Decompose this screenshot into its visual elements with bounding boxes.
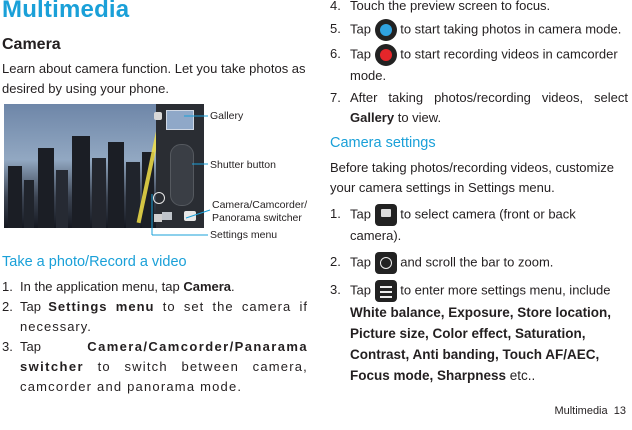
take-photo-steps [2,277,308,397]
footer-section: Multimedia [554,405,608,417]
list-item: 1. Tap to select camera (front or back camera). [330,206,576,243]
list-item: 3. Tap Camera/Camcorder/Panarama switcher to switch between camera, camcorder and panorama mode. [2,339,308,394]
zoom-icon [375,252,397,274]
page-footer [554,405,626,417]
callout-shutter: Shutter button [210,159,276,171]
camera-intro: Learn about camera function. Let you take photos as desired by using your phone. [2,61,306,96]
callout-lines [150,104,220,244]
camera-shutter-icon [375,19,397,41]
list-item: 2. Tap Settings menu to set the camera if necessary. [2,299,308,334]
settings-intro: Before taking photos/recording videos, customize your camera settings in Settings menu. [330,160,614,195]
switch-camera-icon [375,204,397,226]
page-title: Multimedia [2,0,130,23]
subheading-take-photo: Take a photo/Record a video [2,254,187,270]
page-number: 13 [613,405,626,417]
list-item: 3. Tap to enter more settings menu, include White balance, Exposure, Store location, Picture size, Color effect, Saturation, Contrast, Anti banding, Touch AF/AEC, Focus mode, Sharpness etc.. [330,282,612,383]
list-item: 7. After taking photos/recording videos, select Gallery to view. [330,90,628,125]
list-item: 5. Tap to start taking photos in camera mode. [330,19,628,41]
section-heading-camera: Camera [2,36,61,53]
list-item: 1. In the application menu, tap Camera. [2,279,235,294]
right-steps [330,0,628,128]
subheading-camera-settings: Camera settings [330,135,436,151]
settings-sliders-icon [375,280,397,302]
list-item: 4. Touch the preview screen to focus. [330,0,551,13]
list-item: 6. Tap to start recording videos in camcorder mode. [330,46,618,83]
settings-steps [330,204,630,386]
record-icon [375,44,397,66]
callout-settings: Settings menu [210,229,278,241]
list-item: 2. Tap and scroll the bar to zoom. [330,252,630,274]
callout-mode-line1: Camera/Camcorder/ [212,199,308,211]
callout-gallery: Gallery [210,110,244,122]
callout-mode-line2: Panorama switcher [212,212,302,224]
